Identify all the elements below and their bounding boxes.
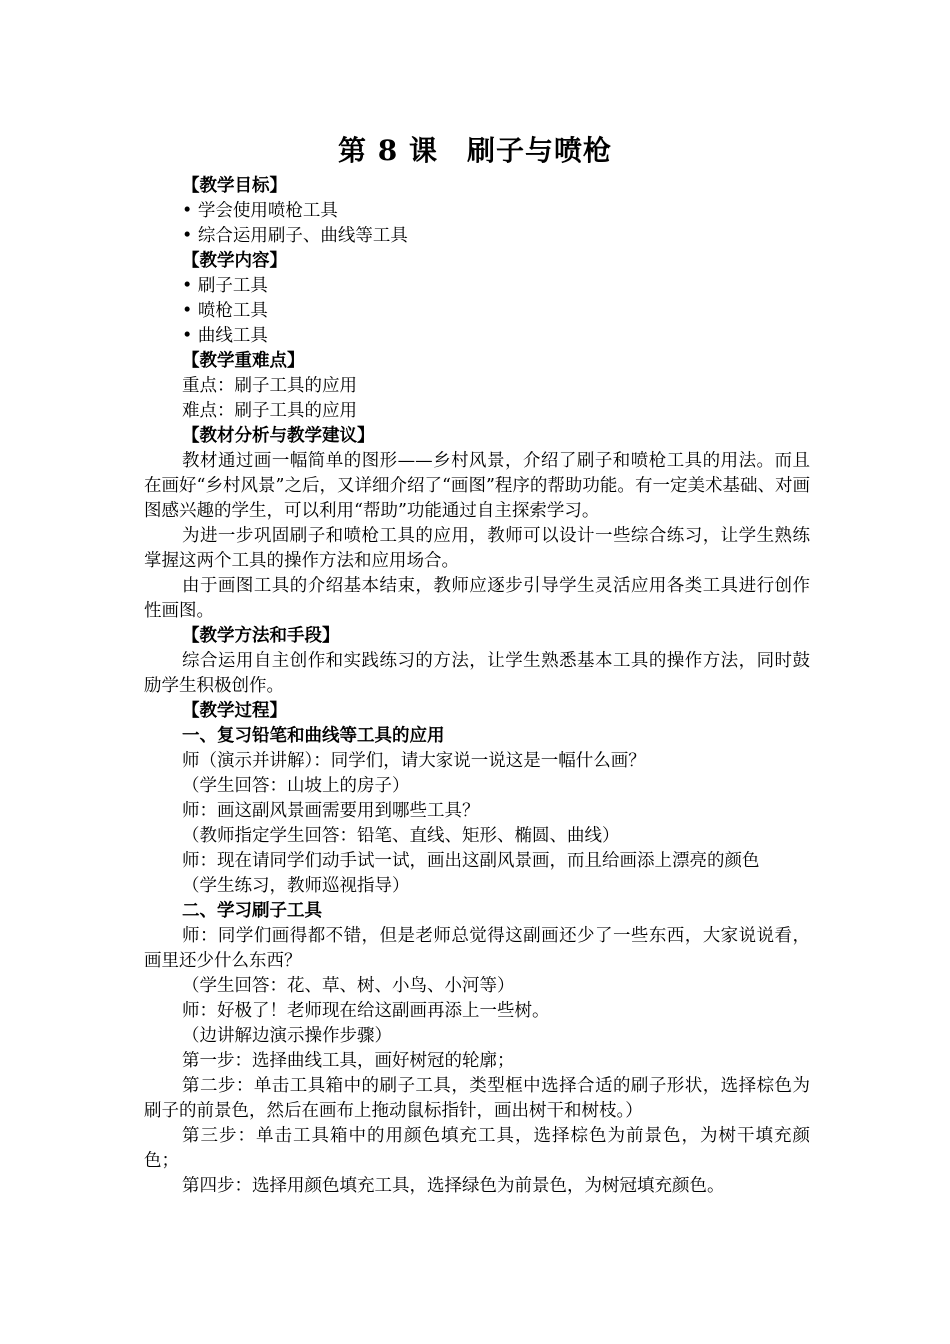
- dialogue-line: （边讲解边演示操作步骤）: [182, 1026, 392, 1046]
- step-line: 第一步：选择曲线工具，画好树冠的轮廓；: [182, 1051, 515, 1071]
- step-paragraph: 第三步：单击工具箱中的用颜色填充工具，选择棕色为前景色，为树干填充颜色；: [144, 1126, 810, 1171]
- difficult-point: 难点：刷子工具的应用: [182, 401, 357, 421]
- dialogue-paragraph: 师：同学们画得都不错，但是老师总觉得这副画还少了一些东西，大家说说看，画里还少什么东西？: [144, 926, 810, 971]
- dialogue-line: （教师指定学生回答：铅笔、直线、矩形、椭圆、曲线）: [182, 826, 620, 846]
- content-item: • 曲线工具: [182, 326, 268, 346]
- content-heading: 【教学内容】: [182, 251, 287, 271]
- analysis-paragraph: 由于画图工具的介绍基本结束，教师应逐步引导学生灵活应用各类工具进行创作性画图。: [144, 576, 810, 621]
- key-heading: 【教学重难点】: [182, 351, 305, 371]
- goal-item: • 学会使用喷枪工具: [182, 201, 338, 221]
- step2-heading: 二、学习刷子工具: [182, 901, 322, 921]
- dialogue-line: 师（演示并讲解）：同学们，请大家说一说这是一幅什么画？: [182, 751, 646, 771]
- dialogue-line: 师：现在请同学们动手试一试，画出这副风景画，而且给画添上漂亮的颜色: [182, 851, 760, 871]
- step1-heading: 一、复习铅笔和曲线等工具的应用: [182, 726, 445, 746]
- dialogue-line: 师：画这副风景画需要用到哪些工具？: [182, 801, 480, 821]
- key-point: 重点：刷子工具的应用: [182, 376, 357, 396]
- dialogue-line: （学生回答：花、草、树、小鸟、小河等）: [182, 976, 515, 996]
- step-paragraph: 第二步：单击工具箱中的刷子工具，类型框中选择合适的刷子形状，选择棕色为刷子的前景色，然后在画布上拖动鼠标指针，画出树干和树枝。）: [144, 1076, 810, 1121]
- dialogue-line: 师：好极了！老师现在给这副画再添上一些树。: [182, 1001, 550, 1021]
- content-item: • 刷子工具: [182, 276, 268, 296]
- goal-item: • 综合运用刷子、曲线等工具: [182, 226, 408, 246]
- content-item: • 喷枪工具: [182, 301, 268, 321]
- lesson-title: 第 8 课 刷子与喷枪: [338, 134, 612, 167]
- analysis-paragraph: 为进一步巩固刷子和喷枪工具的应用，教师可以设计一些综合练习，让学生熟练掌握这两个工具的操作方法和应用场合。: [144, 526, 810, 571]
- goals-heading: 【教学目标】: [182, 176, 287, 196]
- dialogue-line: （学生回答：山坡上的房子）: [182, 776, 410, 796]
- dialogue-line: （学生练习，教师巡视指导）: [182, 876, 410, 896]
- analysis-paragraph: 教材通过画一幅简单的图形——乡村风景，介绍了刷子和喷枪工具的用法。而且在画好“乡村风景”之后，又详细介绍了“画图”程序的帮助功能。有一定美术基础、对画图感兴趣的学生，可以利用“帮助”功能通过自主探索学习。: [144, 451, 810, 521]
- method-heading: 【教学方法和手段】: [182, 626, 340, 646]
- method-paragraph: 综合运用自主创作和实践练习的方法，让学生熟悉基本工具的操作方法，同时鼓励学生积极创作。: [144, 651, 810, 696]
- step-line: 第四步：选择用颜色填充工具，选择绿色为前景色，为树冠填充颜色。: [182, 1176, 725, 1196]
- process-heading: 【教学过程】: [182, 701, 287, 721]
- lesson-body: [144, 174, 810, 1199]
- analysis-heading: 【教材分析与教学建议】: [182, 426, 375, 446]
